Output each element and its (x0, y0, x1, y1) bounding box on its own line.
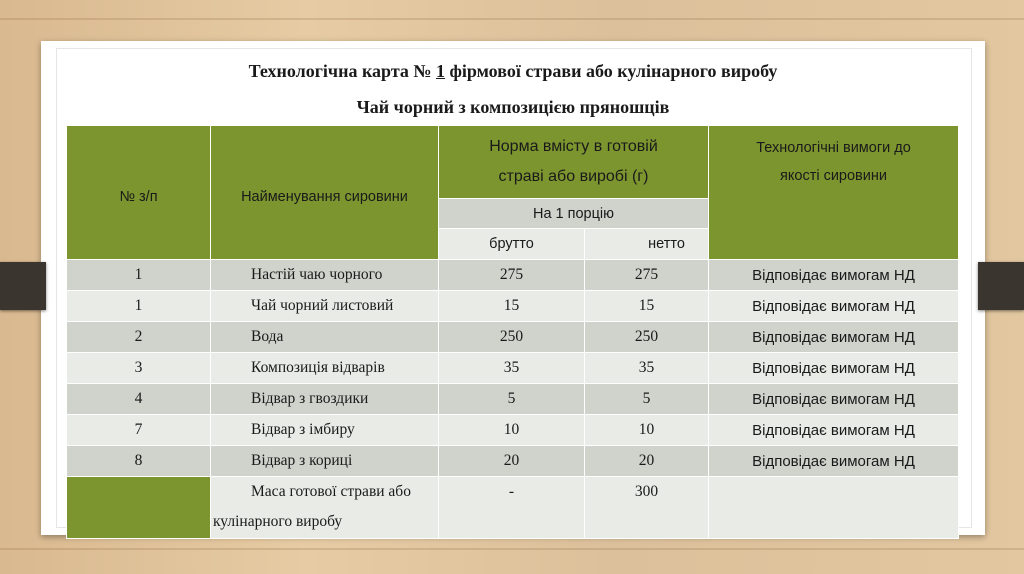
row-netto: 275 (585, 260, 709, 291)
row-name: Настій чаю чорного (211, 260, 439, 291)
row-brutto: 35 (439, 353, 585, 384)
header-req-line2: якості сировини (780, 168, 887, 184)
row-number: 1 (67, 260, 211, 291)
table-row (67, 353, 959, 384)
row-number: 4 (67, 384, 211, 415)
row-name: Вода (211, 322, 439, 353)
row-netto: 15 (585, 291, 709, 322)
header-portion: На 1 порцію (439, 199, 709, 229)
left-strap (0, 262, 46, 310)
row-brutto: 250 (439, 322, 585, 353)
row-netto: 250 (585, 322, 709, 353)
table-row (67, 291, 959, 322)
table-row (67, 322, 959, 353)
total-name-line1: Маса готової страви або (251, 483, 411, 500)
row-netto: 5 (585, 384, 709, 415)
table-row (67, 415, 959, 446)
row-name: Відвар з кориці (211, 446, 439, 477)
row-name: Відвар з імбиру (211, 415, 439, 446)
row-brutto: 275 (439, 260, 585, 291)
total-empty-cell (67, 477, 211, 539)
row-number: 1 (67, 291, 211, 322)
row-name: Чай чорний листовий (211, 291, 439, 322)
row-number: 3 (67, 353, 211, 384)
row-requirement: Відповідає вимогам НД (709, 291, 959, 322)
row-netto: 20 (585, 446, 709, 477)
header-norm-line2: страві або виробі (г) (498, 168, 649, 185)
table-row (67, 260, 959, 291)
total-brutto: - (439, 477, 585, 539)
slide-subtitle: Чай чорний з композицією пряношців (356, 97, 670, 117)
row-brutto: 10 (439, 415, 585, 446)
title-number: 1 (435, 61, 445, 81)
total-row (67, 477, 959, 539)
row-brutto: 5 (439, 384, 585, 415)
title-prefix: Технологічна карта № (248, 61, 436, 81)
header-requirements (709, 126, 959, 260)
row-requirement: Відповідає вимогам НД (709, 415, 959, 446)
row-number: 8 (67, 446, 211, 477)
total-requirement (709, 477, 959, 539)
table-row (67, 446, 959, 477)
header-req-line1: Технологічні вимоги до (756, 140, 911, 156)
slide-title (41, 61, 985, 82)
row-brutto: 20 (439, 446, 585, 477)
row-brutto: 15 (439, 291, 585, 322)
right-strap (978, 262, 1024, 310)
row-name: Відвар з гвоздики (211, 384, 439, 415)
row-number: 2 (67, 322, 211, 353)
row-requirement: Відповідає вимогам НД (709, 446, 959, 477)
total-name-line2: кулінарного виробу (213, 513, 343, 530)
row-requirement: Відповідає вимогам НД (709, 260, 959, 291)
header-norm (439, 126, 709, 199)
row-requirement: Відповідає вимогам НД (709, 322, 959, 353)
total-name (211, 477, 439, 539)
row-netto: 10 (585, 415, 709, 446)
row-number: 7 (67, 415, 211, 446)
tech-card-table (66, 125, 959, 539)
header-norm-line1: Норма вмісту в готовій (489, 138, 658, 155)
row-name: Композиція відварів (211, 353, 439, 384)
header-name: Найменування сировини (211, 126, 439, 260)
table-row (67, 384, 959, 415)
row-netto: 35 (585, 353, 709, 384)
row-requirement: Відповідає вимогам НД (709, 384, 959, 415)
header-number: № з/п (67, 126, 211, 260)
total-netto: 300 (585, 477, 709, 539)
header-brutto: брутто (439, 229, 585, 260)
header-netto: нетто (585, 229, 709, 260)
row-requirement: Відповідає вимогам НД (709, 353, 959, 384)
title-suffix: фірмової страви або кулінарного виробу (444, 61, 778, 81)
